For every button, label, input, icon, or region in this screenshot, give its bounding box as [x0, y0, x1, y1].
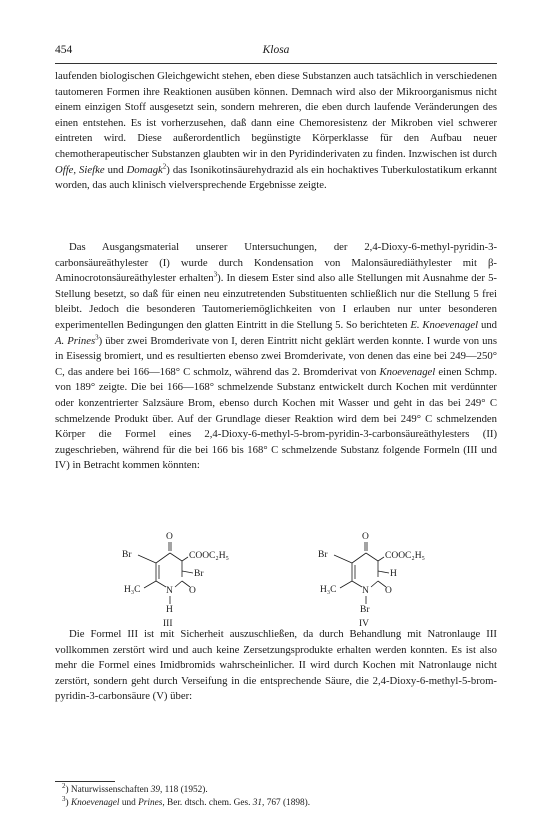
- atom-O-right: O: [385, 586, 392, 596]
- paragraph-3: Die Formel III ist mit Sicherheit auszuschließen, da durch Behandlung mit Natronlauge III vollkommen zerstört wird und auch keine Zersetzungsprodukte erhalten werden konnten. Es ist also mehr die Formel eines Imidbromids wahrscheinlicher. II wird durch Kochen mit Natronlauge nicht zerstört, sondern geht durch Verseifung in die entsprechende Säure, die 2,4-Dioxy-6-methyl-5-brom-pyridin-3-carbonsäure (V) über:: [55, 628, 497, 703]
- footnotes: [62, 781, 492, 810]
- bond: [156, 553, 170, 563]
- page-number: 454: [55, 44, 73, 56]
- bond: [182, 571, 193, 573]
- bond: [378, 571, 389, 573]
- bond: [138, 555, 156, 563]
- bond: [175, 581, 182, 587]
- author-name: A. Prines: [55, 334, 96, 347]
- bond: [352, 581, 362, 587]
- substituent-H-right: H: [390, 569, 397, 579]
- page-header: [55, 44, 497, 60]
- methyl-group: H₃C: [124, 585, 141, 595]
- bond: [156, 581, 166, 587]
- atom-N: N: [166, 586, 173, 596]
- footnote-ref: 3: [95, 333, 99, 341]
- structure-IV: [318, 532, 425, 627]
- ester-group: COOC₂H₅: [385, 551, 425, 561]
- ester-group: COOC₂H₅: [189, 551, 229, 561]
- atom-N: N: [362, 586, 369, 596]
- atom-Br-N: Br: [360, 605, 370, 615]
- bond: [366, 553, 378, 561]
- atom-O-right: O: [189, 586, 196, 596]
- running-head-author: Klosa: [262, 44, 290, 56]
- author-names: Offe, Siefke: [55, 163, 105, 176]
- header-rule: [55, 63, 497, 64]
- bond: [352, 553, 366, 563]
- author-name: Domagk: [126, 163, 163, 176]
- footnote-3: $^3$) Knoevenagel und Prines, Ber. dtsch. chem. Ges. 31, 767 (1898).: [62, 794, 311, 808]
- bond: [334, 555, 352, 563]
- structure-III: [122, 532, 229, 627]
- footnote-ref: 3: [213, 270, 218, 279]
- bond: [340, 581, 352, 588]
- bond: [182, 557, 188, 561]
- atom-O-top: O: [166, 532, 173, 542]
- paragraph-2: Das Ausgangsmaterial unserer Untersuchungen, der 2,4-Dioxy-6-methyl-pyridin-3-carbonsäureäthylester (I) wurde durch Kondensation von Malonsäurediäthylester mit β-Aminocrotonsäureäthylester erhalten$^3$). In diesem Ester sind also alle Stellungen mit Ausnahme der 5-Stellung besetzt, so daß für einen neu einzutretenden Substituenten schließlich nur die Stellung 5 frei bleibt. Jedoch die besonderen Tautomeriemöglichkeiten von I erlauben nur unter besonderen experimentellen Bedingungen den glatten Eintritt in die Stellung 5. So berichteten E. Knoevenagel und A. Prines$^3$) über zwei Bromderivate von I, deren Eintritt nicht geklärt werden konnte. I wurde von uns in Eisessig bromiert, und es resultierten ebenso zwei Bromderivate, von denen das eine bei 249—250° C, das andere bei 166—168° C schmolz, während das 2. Bromderivat von Knoevenagel einen Schmp. von 189° zeigte. Die bei 166—168° schmelzende Substanz entwickelt durch Kochen mit verdünnter oder konzentrierter Salzsäure Brom, ebenso durch Kochen mit Wasser und geht in das bei 249° C schmelzende Produkt über. Auf der Grundlage dieser Reaktion wird dem bei 249° C schmelzenden Körper die Formel eines 2,4-Dioxy-6-methyl-5-brom-pyridin-3-carbonsäureäthylesters (II) zugeschrieben, während für die bei 166 bis 168° C schmelzende Substanz folgende Formeln (III und IV) in Betracht kommen könnten:: [55, 241, 498, 472]
- bond: [170, 553, 182, 561]
- atom-H-N: H: [166, 605, 173, 615]
- bond: [144, 581, 156, 588]
- author-name: E. Knoevenagel: [410, 318, 479, 331]
- footnote-ref: 2: [162, 162, 167, 170]
- bond: [378, 557, 384, 561]
- structure-label-IV: IV: [359, 619, 370, 627]
- atom-O-top: O: [362, 532, 369, 542]
- structure-label-III: III: [163, 619, 173, 627]
- substituent-Br-left: Br: [318, 550, 328, 560]
- substituent-Br-left: Br: [122, 550, 132, 560]
- footnote-2: $^2$) Naturwissenschaften 39, 118 (1952).: [62, 781, 208, 795]
- bond: [371, 581, 378, 587]
- chemical-structures: [110, 531, 450, 627]
- methyl-group: H₃C: [320, 585, 337, 595]
- author-name: Knoevenagel: [379, 365, 436, 378]
- substituent-Br-right: Br: [194, 569, 204, 579]
- paragraph-1: laufenden biologischen Gleichgewicht stehen, eben diese Substanzen auch tatsächlich in verschiedenen tautomeren Formen ihre Reaktionen ausüben können. Demnach wird also der Mikroorganismus nicht einem einzigen Stoff ausgesetzt sein, sondern mehreren, die eben durch laufende Veränderungen des einen entstehen. Es ist vorherzusehen, daß dann eine Chemoresistenz der Mikroben viel schwerer eintreten wird. Diese außerordentlich begünstigte Körperklasse für den Aufbau neuer chemotherapeutischer Substanzen glaubten wir in den Pyridinderivaten zu finden. Inzwischen ist durch Offe, Siefke und Domagk$^2$) das Isonikotinsäurehydrazid als ein hochaktives Tuberkulostatikum erkannt worden, das auch klinisch vielversprechende Ergebnisse zeigte.: [55, 70, 498, 192]
